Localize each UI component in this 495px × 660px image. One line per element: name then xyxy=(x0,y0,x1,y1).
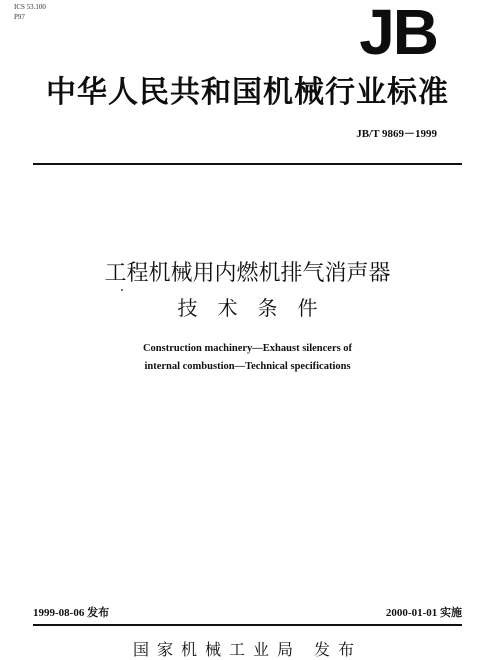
implementation-date: 2000-01-01 实施 xyxy=(385,607,462,619)
publisher: 国家机械工业局 发布 xyxy=(132,640,363,659)
issue-date: 1999-08-06 发布 xyxy=(33,607,110,619)
document-title-en-line2: internal combustion—Technical specifications xyxy=(144,361,351,372)
standard-body-title: 中华人民共和国机械行业标准 xyxy=(46,75,449,110)
scan-speck xyxy=(121,289,123,291)
category-code: P97 xyxy=(14,13,25,21)
ics-classification: ICS 53.100 xyxy=(14,3,46,11)
jb-logo: JB xyxy=(359,0,437,68)
document-title-cn: 工程机械用内燃机排气消声器 xyxy=(104,261,391,286)
document-title-en-line1: Construction machinery—Exhaust silencers of xyxy=(142,343,353,354)
bottom-divider xyxy=(33,624,462,626)
standard-number: JB/T 9869－1999 xyxy=(356,128,437,140)
top-divider xyxy=(33,163,462,165)
document-subtitle-cn: 技术条件 xyxy=(177,296,338,320)
